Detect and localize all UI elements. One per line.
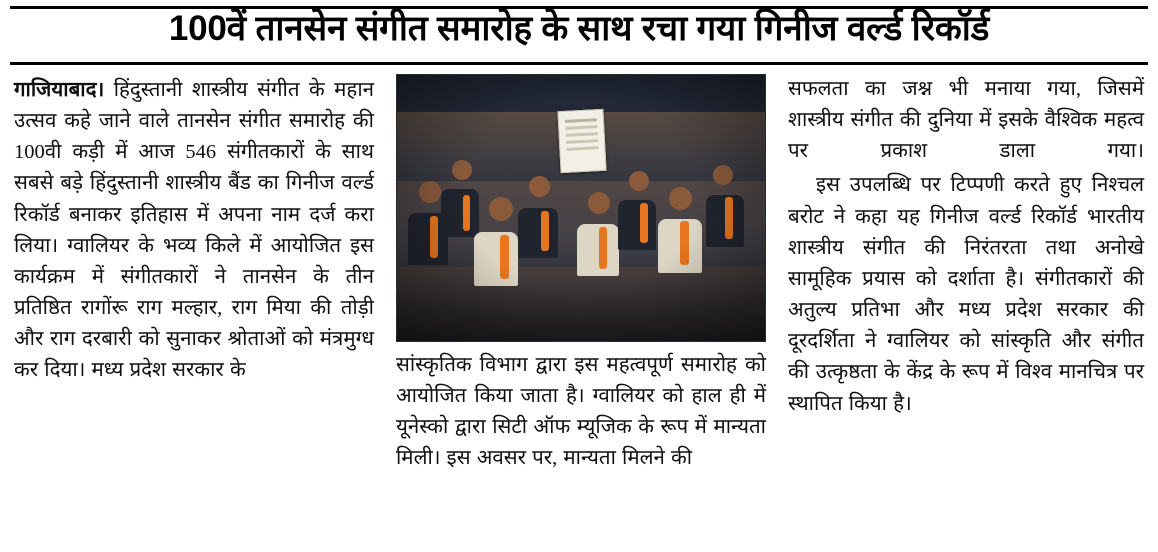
- paragraph-right-2: इस उपलब्धि पर टिप्पणी करते हुए निश्चल बरोट ने कहा यह गिनीज वर्ल्ड रिकॉर्ड भारतीय शास्त्रीय संगीत की निरंतरता तथा अनोखे सामूहिक प्रयास को दर्शाता है। संगीतकारों की अतुल्य प्रतिभा और मध्य प्रदेश सरकार की दूरदर्शिता ने ग्वालियर को सांस्कृति और संगीत की उत्कृष्ठता के केंद्र के रूप में विश्व मानचित्र पर स्थापित किया है।: [788, 174, 1144, 415]
- headline-rule-bottom: [10, 62, 1148, 65]
- paragraph-left-1: [14, 74, 374, 387]
- page-title: 100वें तानसेन संगीत समारोह के साथ रचा गया गिनीज वर्ल्ड रिकॉर्ड: [168, 9, 990, 48]
- column-middle-text: [396, 350, 766, 475]
- article-photo: [396, 74, 766, 342]
- column-middle: [396, 74, 766, 478]
- paragraph-left-1-text: हिंदुस्तानी शास्त्रीय संगीत के महान उत्सव कहे जाने वाले तानसेन संगीत समारोह की 100वी कड़ी में आज 546 संगीतकारों के साथ सबसे बड़े हिंदुस्तानी शास्त्रीय बैंड का गिनीज वर्ल्ड रिकॉर्ड बनाकर इतिहास में अपना नाम दर्ज करा लिया। ग्वालियर के भव्य किले में आयोजित इस कार्यक्रम में संगीतकारों ने तानसेन के तीन प्रतिष्ठित रागोंरू राग मल्हार, राग मिया की तोड़ी और राग दरबारी को सुनाकर श्रोताओं को मंत्रमुग्ध कर दिया। मध्य प्रदेश सरकार के: [14, 79, 375, 382]
- column-right: [788, 74, 1144, 423]
- paragraph-right-1: सफलता का जश्न भी मनाया गया, जिसमें शास्त्रीय संगीत की दुनिया में इसके वैश्विक महत्व पर प्रकाश डाला गया।: [788, 78, 1144, 163]
- paragraph-middle-1: सांस्कृतिक विभाग द्वारा इस महत्वपूर्ण समारोह को आयोजित किया जाता है। ग्वालियर को हाल ही में यूनेस्को द्वारा सिटी ऑफ म्यूजिक के रूप में मान्यता मिली। इस अवसर पर, मान्यता मिलने की: [396, 354, 766, 470]
- article-body: [14, 74, 1144, 544]
- photo-vignette: [397, 75, 765, 341]
- column-left: [14, 74, 374, 390]
- dateline: गाजियाबाद।: [14, 78, 105, 101]
- headline-container: [0, 0, 1158, 55]
